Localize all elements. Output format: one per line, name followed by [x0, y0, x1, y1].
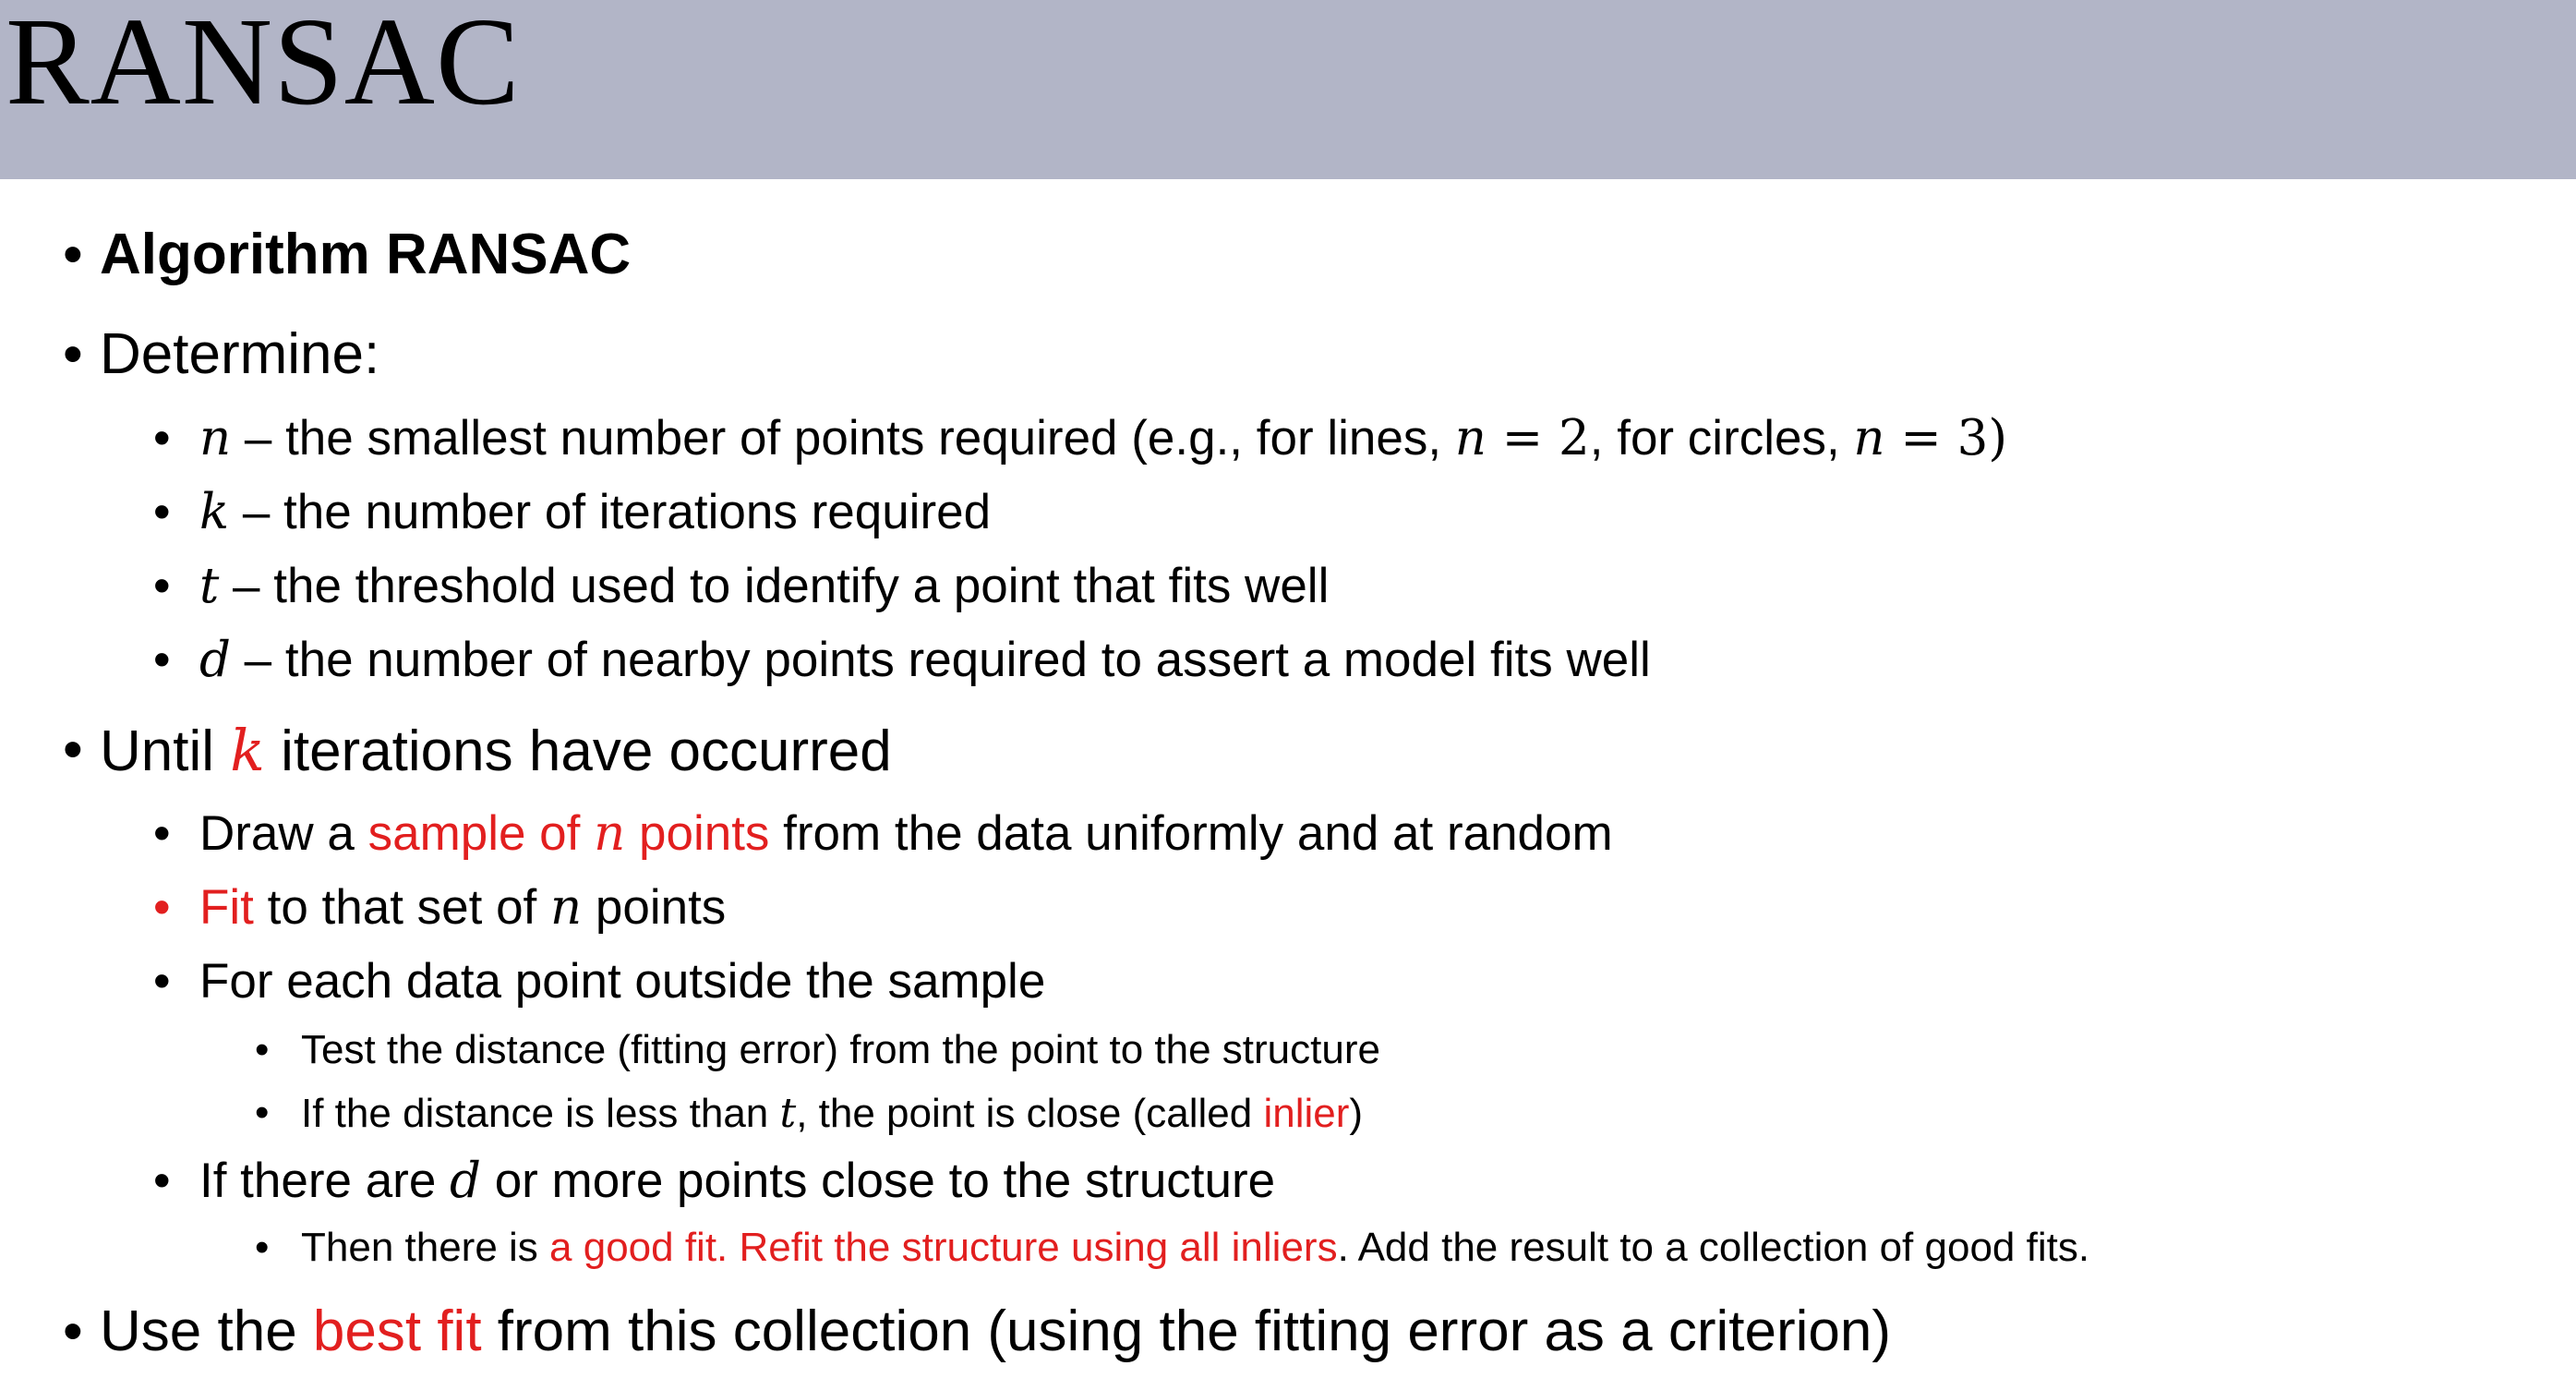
ifthere-text-b: or more points close to the structure — [480, 1154, 1276, 1208]
bullet-fit — [153, 879, 727, 936]
fit-text-b: points — [582, 880, 727, 935]
bullet-dot: • — [255, 1090, 270, 1135]
fit-red: Fit — [199, 880, 254, 935]
bullet-dot: • — [153, 1154, 171, 1208]
if-dist-text-b: , the point is close (called — [796, 1091, 1264, 1136]
best-fit-red: best fit — [312, 1299, 482, 1363]
bullet-dot: • — [255, 1225, 270, 1270]
n-text-b: , for circles, — [1589, 411, 1854, 465]
draw-red-b: points — [625, 806, 770, 861]
bullet-dot: • — [63, 223, 83, 286]
bullet-dot: • — [63, 1299, 83, 1363]
bullet-until — [63, 717, 892, 784]
then-text-b: . Add the result to a collection of good fits. — [1337, 1225, 2090, 1270]
test-text: Test the distance (fitting error) from the point to the structure — [301, 1027, 1380, 1072]
title-bar — [0, 0, 2576, 179]
bullet-dot: • — [153, 954, 171, 1009]
var-n-eq1: n — [1454, 410, 1487, 466]
d-text: – the number of nearby points required to assert a model fits well — [230, 633, 1651, 687]
bullet-if-distance — [255, 1090, 1364, 1137]
if-dist-text-a: If the distance is less than — [301, 1091, 780, 1136]
t-text: – the threshold used to identify a point that fits well — [219, 559, 1330, 613]
until-text-a: Until — [100, 719, 231, 783]
var-d: d — [199, 632, 231, 688]
var-k: k — [199, 484, 230, 540]
determine-text: Determine: — [100, 322, 380, 386]
foreach-text: For each data point outside the sample — [199, 954, 1046, 1009]
var-d-ifthere: d — [450, 1153, 481, 1209]
draw-text-b: from the data uniformly and at random — [769, 806, 1613, 861]
bullet-algorithm — [63, 222, 632, 287]
var-k-red: k — [230, 717, 265, 784]
bullet-k-definition — [153, 484, 992, 540]
bullet-for-each — [153, 953, 1046, 1009]
var-t-dist: t — [779, 1090, 797, 1137]
n-eq2-value: = 3) — [1884, 410, 2008, 466]
bullet-n-definition — [153, 410, 2008, 466]
draw-red-a: sample of — [367, 806, 595, 861]
bullet-then-good-fit — [255, 1225, 2090, 1271]
bullet-dot: • — [153, 485, 171, 539]
var-n-draw: n — [594, 805, 626, 862]
bullet-dot: • — [153, 806, 171, 861]
use-text-a: Use the — [100, 1299, 313, 1363]
bullet-dot: • — [63, 718, 83, 781]
bullet-use-best-fit — [63, 1299, 1892, 1364]
bullet-draw-sample — [153, 805, 1613, 862]
inlier-red: inlier — [1263, 1091, 1350, 1136]
bullet-dot: • — [255, 1027, 270, 1072]
bullet-test-distance — [255, 1027, 1380, 1073]
until-text-b: iterations have occurred — [264, 719, 892, 783]
k-text: – the number of iterations required — [229, 485, 992, 539]
n-eq1-value: = 2 — [1486, 410, 1590, 466]
if-dist-text-c: ) — [1349, 1091, 1364, 1136]
ifthere-text-a: If there are — [199, 1154, 451, 1208]
bullet-if-there-are — [153, 1153, 1276, 1209]
var-n-eq2: n — [1853, 410, 1885, 466]
var-n-fit: n — [550, 879, 583, 936]
bullet-dot: • — [153, 633, 171, 687]
bullet-dot: • — [153, 411, 171, 465]
bullet-dot: • — [63, 322, 83, 386]
var-t: t — [199, 558, 220, 614]
n-text-a: – the smallest number of points required (e.g., for lines, — [231, 411, 1455, 465]
fit-text-a: to that set of — [253, 880, 551, 935]
use-text-b: from this collection (using the fitting error as a criterion) — [481, 1299, 1892, 1363]
bullet-dot: • — [153, 559, 171, 613]
draw-text-a: Draw a — [199, 806, 368, 861]
algorithm-heading: Algorithm RANSAC — [100, 223, 632, 286]
then-red: a good fit. Refit the structure using all inliers — [549, 1225, 1338, 1270]
var-n: n — [199, 410, 232, 466]
bullet-determine — [63, 321, 380, 387]
bullet-dot-red: • — [153, 880, 171, 935]
bullet-t-definition — [153, 558, 1330, 614]
bullet-d-definition — [153, 632, 1651, 688]
slide-title: RANSAC — [6, 0, 521, 131]
then-text-a: Then there is — [301, 1225, 550, 1270]
